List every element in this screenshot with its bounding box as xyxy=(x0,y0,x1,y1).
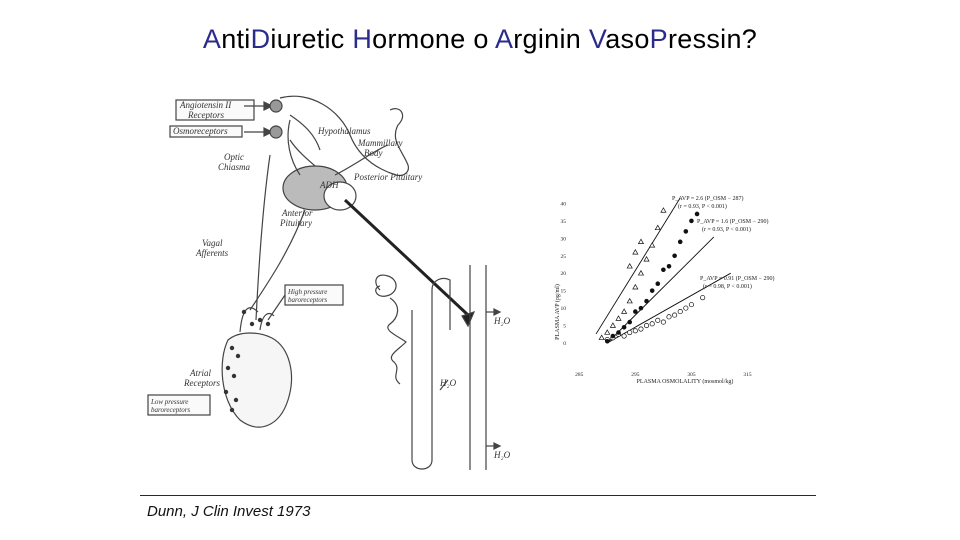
hypothalamus-label: Hypothalamus xyxy=(318,126,371,136)
data-point-small-volume-depletion xyxy=(622,325,627,330)
angiotensin-receptors-label: Receptors xyxy=(188,110,224,120)
data-point-small-volume-depletion xyxy=(639,306,644,311)
title-text-segment: rginin xyxy=(513,24,589,54)
chiasma-label: Chiasma xyxy=(218,162,251,172)
data-point-small-volume-depletion xyxy=(684,229,689,234)
x-tick-label: 305 xyxy=(687,372,696,378)
optic-label: Optic xyxy=(224,152,244,162)
equation-1-formula: P_AVP = 2.6 (P_OSM − 287) xyxy=(672,196,744,202)
collecting-duct xyxy=(470,265,486,470)
data-point-small-volume-depletion xyxy=(695,212,700,217)
data-point-small-volume-depletion xyxy=(655,281,660,286)
data-point-small-volume-depletion xyxy=(650,288,655,293)
data-point-controls xyxy=(633,329,637,333)
angiotensin-label: Angiotensin II xyxy=(180,100,232,110)
h2o-label-b: H₂O xyxy=(440,378,457,388)
title-text-segment: iuretic xyxy=(270,24,353,54)
afferents-label: Afferents xyxy=(196,248,229,258)
data-point-controls xyxy=(622,334,626,338)
pituitary-label: Pituitary xyxy=(280,218,312,228)
data-point-small-volume-depletion xyxy=(616,330,621,335)
high-pressure-baroreceptors-label: baroreceptors xyxy=(288,296,328,304)
data-point-controls xyxy=(661,320,665,324)
data-point-controls xyxy=(650,322,654,326)
posterior-pituitary-label: Posterior Pituitary xyxy=(354,172,423,182)
y-tick-label: 40 xyxy=(560,201,566,208)
loop-of-henle xyxy=(412,278,450,469)
equation-3-stats: (r = 0.98, P < 0.001) xyxy=(703,284,752,290)
y-axis-label: PLASMA AVP (pg/ml) xyxy=(555,284,561,340)
y-tick-label: 25 xyxy=(560,253,566,260)
data-point-controls xyxy=(689,302,693,306)
high-pressure-label: High pressure xyxy=(288,288,328,296)
osmoreceptors-label: Osmoreceptors xyxy=(173,126,228,136)
proximal-tubule xyxy=(388,298,406,384)
title-highlight-letter: A xyxy=(494,24,514,54)
citation: Dunn, J Clin Invest 1973 xyxy=(147,503,311,520)
title-text-segment: ormone o xyxy=(372,24,495,54)
adh-physiology-figure xyxy=(140,80,800,490)
h2o-label-a: H₂O xyxy=(494,316,511,326)
data-point-small-volume-depletion xyxy=(667,264,672,269)
atrial-label: Atrial xyxy=(190,368,212,378)
title-highlight-letter: A xyxy=(202,24,222,54)
x-tick-label: 295 xyxy=(631,372,640,378)
data-point-controls xyxy=(656,318,660,322)
slide-title xyxy=(0,24,960,55)
chart-axes xyxy=(561,148,771,378)
physiology-schematic xyxy=(148,96,500,470)
x-tick-label: 285 xyxy=(575,372,584,378)
title-highlight-letter: P xyxy=(649,24,668,54)
data-point-controls xyxy=(672,313,676,317)
body-label: Body xyxy=(364,148,383,158)
y-tick-label: 15 xyxy=(560,288,566,295)
x-tick-label: 315 xyxy=(743,372,752,378)
adh-label: ADH xyxy=(320,180,339,190)
h2o-label-c: H₂O xyxy=(494,450,511,460)
chart-background xyxy=(568,148,770,357)
data-point-small-volume-depletion xyxy=(689,219,694,224)
equation-1-stats: (r = 0.93, P < 0.001) xyxy=(678,204,727,210)
y-tick-label: 10 xyxy=(560,306,566,313)
data-point-controls xyxy=(667,315,671,319)
data-point-small-volume-depletion xyxy=(627,320,632,325)
x-axis-label: PLASMA OSMOLALITY (mosmol/kg) xyxy=(636,379,734,385)
divider-line xyxy=(140,495,816,496)
mammillary-label: Mammillary xyxy=(358,138,403,148)
glomerulus xyxy=(376,275,396,296)
title-text-segment: ressin? xyxy=(667,24,758,54)
data-point-controls xyxy=(700,295,704,299)
y-tick-label: 20 xyxy=(560,271,566,278)
data-point-small-volume-depletion xyxy=(633,309,638,314)
y-tick-label: 30 xyxy=(560,236,566,243)
y-tick-label: 35 xyxy=(560,218,566,225)
y-tick-label: 0 xyxy=(563,341,566,347)
data-point-controls xyxy=(678,309,682,313)
atrial-receptors-label: Receptors xyxy=(184,378,220,388)
data-point-small-volume-depletion xyxy=(644,299,649,304)
anterior-label: Anterior xyxy=(282,208,313,218)
data-point-small-volume-depletion xyxy=(611,334,616,339)
title-text-segment: aso xyxy=(605,24,650,54)
data-point-small-volume-depletion xyxy=(605,339,610,344)
low-pressure-label: Low pressure xyxy=(151,398,189,406)
title-highlight-letter: H xyxy=(352,24,373,54)
title-highlight-letter: D xyxy=(250,24,271,54)
osmoreceptor-node xyxy=(270,126,282,138)
data-point-small-volume-depletion xyxy=(661,267,666,272)
data-point-small-volume-depletion xyxy=(672,254,677,259)
data-point-controls xyxy=(684,306,688,310)
data-point-small-volume-depletion xyxy=(678,240,683,245)
avp-osmolality-chart xyxy=(554,148,774,385)
title-highlight-letter: V xyxy=(588,24,606,54)
equation-2-formula: P_AVP = 1.6 (P_OSM − 290) xyxy=(697,219,769,225)
data-point-controls xyxy=(644,323,648,327)
equation-3-formula: P_AVP = 0.91 (P_OSM − 290) xyxy=(700,276,775,282)
title-text-segment: nti xyxy=(221,24,251,54)
equation-2-stats: (r = 0.93, P < 0.001) xyxy=(702,227,751,233)
data-point-controls xyxy=(639,327,643,331)
y-tick-label: 5 xyxy=(563,323,566,330)
vagal-label: Vagal xyxy=(202,238,223,248)
angiotensin-receptor-node xyxy=(270,100,282,112)
low-pressure-baroreceptors-label: baroreceptors xyxy=(151,406,191,414)
data-point-controls xyxy=(628,330,632,334)
